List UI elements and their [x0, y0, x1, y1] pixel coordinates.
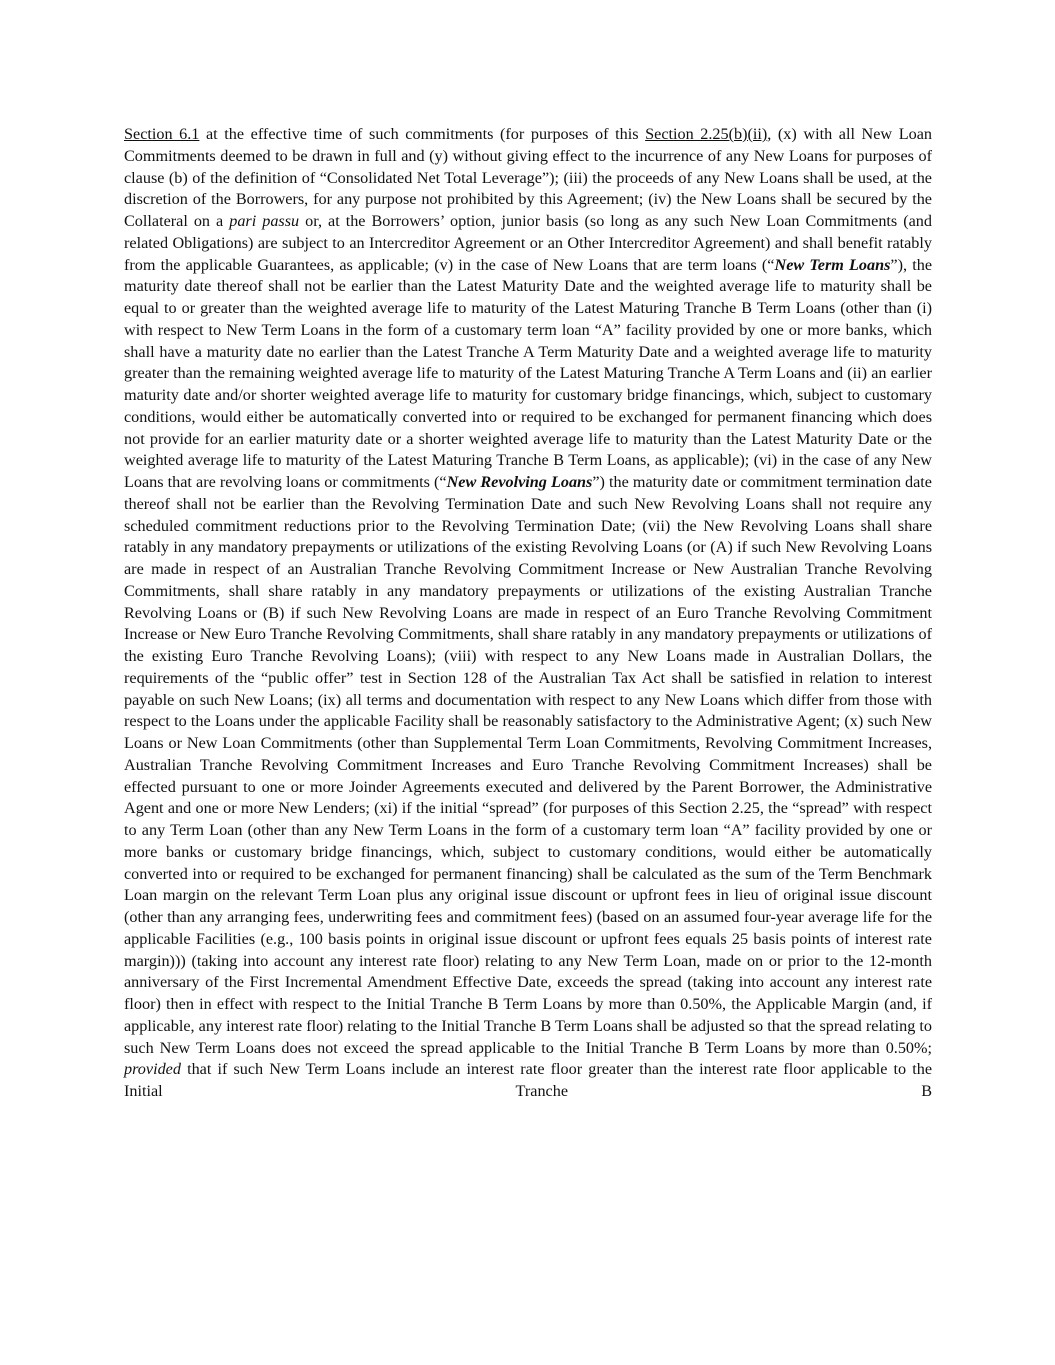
italic-term: provided — [124, 1060, 181, 1079]
body-text: ”) the maturity date or commitment termination date thereof shall not be earlier than the Revolving Termination Date and such New Revolving Loans shall not require any scheduled commitment reductions prior to the Revolving Termination Date; (vii) the New Revolving Loans shall share ratably in any mandatory prepayments or utilizations of the existing Revolving Loans (or (A) if such New Revolving Loans are made in respect of an Australian Tranche Revolving Commitment Increase or New Australian Tranche Revolving Commitments, shall share ratably in any mandatory prepayments or utilizations of the existing Australian Tranche Revolving Loans or (B) if such New Revolving Loans are made in respect of an Euro Tranche Revolving Commitment Increase or New Euro Tranche Revolving Commitments, shall share ratably in any mandatory prepayments or utilizations of the existing Euro Tranche Revolving Loans); (viii) with respect to any New Loans made in Australian Dollars, the requirements of the “public offer” test in Section 128 of the Australian Tax Act shall be satisfied in relation to interest payable on such New Loans; (ix) all terms and documentation with respect to any New Loans which differ from those with respect to the Loans under the applicable Facility shall be reasonably satisfactory to the Administrative Agent; (x) such New Loans or New Loan Commitments (other than Supplemental Term Loan Commitments, Revolving Commitment Increases, Australian Tranche Revolving Commitment Increases and Euro Tranche Revolving Commitment Increases) shall be effected pursuant to one or more Joinder Agreements executed and delivered by the Parent Borrower, the Administrative Agent and one or more New Lenders; (xi) if the initial “spread” (for purposes of this Section 2.25, the “spread” with respect to any Term Loan (other than any New Term Loans in the form of a customary term loan “A” facility provided by one or more banks or customary bridge financings, which, subject to customary conditions, would either be automatically converted into or required to be exchanged for permanent financing) shall be calculated as the sum of the Term Benchmark Loan margin on the relevant Term Loan plus any original issue discount or upfront fees in lieu of original issue discount (other than any arranging fees, underwriting fees and commitment fees) (based on an assumed four-year average life for the applicable Facilities (e.g., 100 basis points in original issue discount or upfront fees equals 25 basis points of interest rate margin))) (taking into account any interest rate floor) relating to any New Term Loan, made on or prior to the 12-month anniversary of the First Incremental Amendment Effective Date, exceeds the spread (taking into account any interest rate floor) then in effect with respect to the Initial Tranche B Term Loans by more than 0.50%, the Applicable Margin (and, if applicable, any interest rate floor) relating to the Initial Tranche B Term Loans shall be adjusted so that the spread relating to such New Term Loans does not exceed the spread applicable to the Initial Tranche B Term Loans by more than 0.50%; — [124, 473, 932, 1057]
body-text: that if such New Term Loans include an interest rate floor greater than the interest rate floor applicable to the Initial Tranche B — [124, 1060, 932, 1100]
body-text: or, at the Borrowers’ option, junior basis (so long as any such New Loan Commitments (and related Obligations) are subject to an Intercreditor Agreement or an Other Intercreditor Agreement) and shall benefit ratably from the applicable Guarantees, as applicable; (v) in the case of New Loans that are term loans (“ — [124, 212, 932, 274]
defined-term: New Term Loans — [774, 255, 891, 274]
italic-term: pari passu — [229, 212, 300, 230]
section-reference: Section 6.1 — [124, 125, 200, 143]
defined-term: New Revolving Loans — [446, 473, 593, 491]
body-text: at the effective time of such commitments (for purposes of this — [199, 125, 646, 143]
body-paragraph — [124, 124, 932, 1103]
section-reference: Section 2.25(b)(ii) — [645, 125, 768, 143]
body-text: ”), the maturity date thereof shall not be earlier than the Latest Maturity Date and the weighted average life to maturity shall be equal to or greater than the weighted average life to maturity of the Latest Maturing Tranche B Term Loans (other than (i) with respect to New Term Loans in the form of a customary term loan “A” facility provided by one or more banks, which shall have a maturity date no earlier than the Latest Tranche A Term Maturity Date and a weighted average life to maturity greater than the remaining weighted average life to maturity of the Latest Maturing Tranche A Term Loans and (ii) an earlier maturity date and/or shorter weighted average life to maturity for customary bridge financings, which, subject to customary conditions, would either be automatically converted into or required to be exchanged for permanent financing which does not provide for an earlier maturity date or a shorter weighted average life to maturity than the Latest Maturity Date or the weighted average life to maturity of the Latest Maturing Tranche B Term Loans, as applicable); (vi) in the case of any New Loans that are revolving loans or commitments (“ — [124, 255, 933, 491]
document-page — [124, 124, 932, 1103]
body-text: , (x) with all New Loan Commitments deemed to be drawn in full and (y) without giving effect to the incurrence of any New Loans for purposes of clause (b) of the definition of “Consolidated Net Total Leverage”); (iii) the proceeds of any New Loans shall be used, at the discretion of the Borrowers, for any purpose not prohibited by this Agreement; (iv) the New Loans shall be secured by the Collateral on a — [124, 125, 932, 230]
